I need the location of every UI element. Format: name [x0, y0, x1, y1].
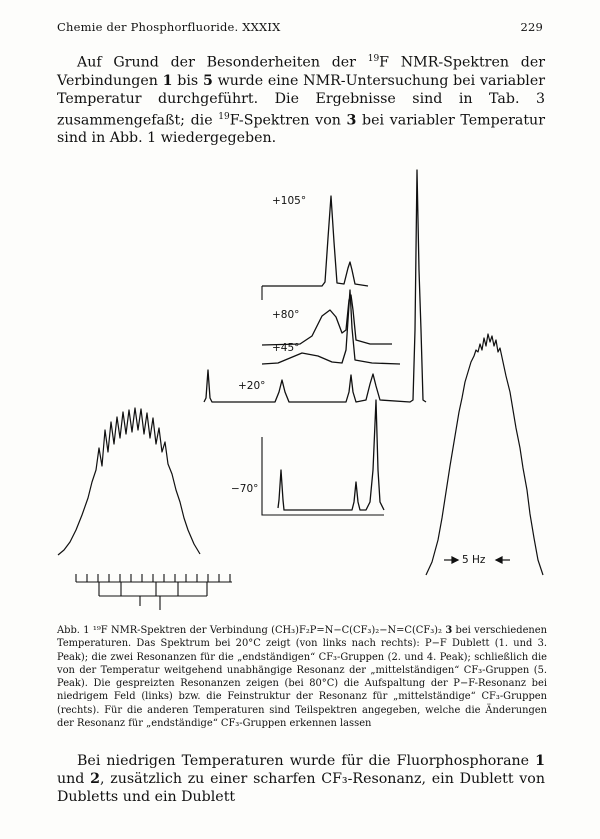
page-number: 229 — [520, 20, 543, 34]
compound-number: 3 — [445, 625, 453, 636]
temp-label-minus70: −70° — [231, 483, 259, 495]
intro-text: bis — [172, 72, 203, 89]
expanded-multiplet-right — [426, 334, 543, 575]
running-title: Chemie der Phosphorfluoride. XXXIX — [57, 20, 281, 34]
compound-number: 5 — [202, 72, 213, 89]
figure-caption — [57, 624, 547, 730]
temp-label-45: +45° — [272, 342, 300, 354]
closing-text: Bei niedrigen Temperaturen wurde für die Fluorphosphorane — [77, 753, 536, 769]
temp-label-20: +20° — [238, 380, 266, 392]
expanded-multiplet-left — [58, 408, 200, 555]
intro-text: F-Spektren von — [229, 112, 347, 129]
spectrum-trace-minus70 — [278, 400, 384, 510]
compound-number: 1 — [535, 753, 545, 769]
nmr-figure — [0, 130, 600, 620]
compound-number: 2 — [90, 771, 100, 787]
scale-label: 5 Hz — [462, 554, 486, 566]
isotope-superscript: 19 — [218, 111, 230, 122]
isotope-superscript: 19 — [367, 54, 380, 64]
closing-text: und — [57, 771, 91, 787]
temp-label-105: +105° — [272, 195, 307, 207]
intro-text: bei variabler Temperatur sind in Abb. 1 wiedergegeben. — [57, 112, 545, 147]
closing-paragraph — [57, 752, 545, 806]
temp-label-80: +80° — [272, 309, 300, 321]
intro-text: Auf Grund der Besonderheiten der — [77, 54, 368, 71]
caption-text: ¹⁹F NMR-Spektren der Verbindung (CH₃)F₂P=N−C(CF₃)₂−N=C(CF₃)₂ — [89, 625, 446, 636]
intro-text: F NMR-Spektren der Verbindungen — [57, 54, 545, 89]
caption-lead: Abb. 1 — [57, 625, 90, 636]
compound-number: 1 — [162, 72, 173, 89]
compound-number: 3 — [346, 112, 357, 129]
tick-ruler — [76, 574, 232, 610]
caption-text: bei verschiedenen Temperaturen. Das Spektrum bei 20°C zeigt (von links nach rechts): P−F Dublett (1. und 3. Peak); die zwei Resonanzen für die „endständigen“ CF₃-Gruppen (2. und 4. Peak); schließlich die von der Temperatur weitgehend unabhängige Resonanz der „mittelständigen“ CF₃-Gruppen (5. Peak). Die gespreizten Resonanzen zeigen (bei 80°C) die Aufspaltung der P−F-Resonanz bei niedrigem Feld (links) bzw. die Feinstruktur der Resonanz für „mittelständige“ CF₃-Gruppen (rechts). Für die anderen Temperaturen sind Teilspektren angegeben, welche die Änderungen der Resonanz für „endständige“ CF₃-Gruppen erkennen lassen — [57, 625, 547, 730]
closing-text: , zusätzlich zu einer scharfen CF₃-Resonanz, ein Dublett von Dubletts und ein Dublett — [57, 771, 545, 805]
spectrum-trace-105 — [262, 196, 368, 286]
intro-text: wurde eine NMR-Untersuchung bei variabler Temperatur durchgeführt. Die Ergebnisse sind in Tab. 3 zusammengefaßt; die — [57, 72, 546, 129]
